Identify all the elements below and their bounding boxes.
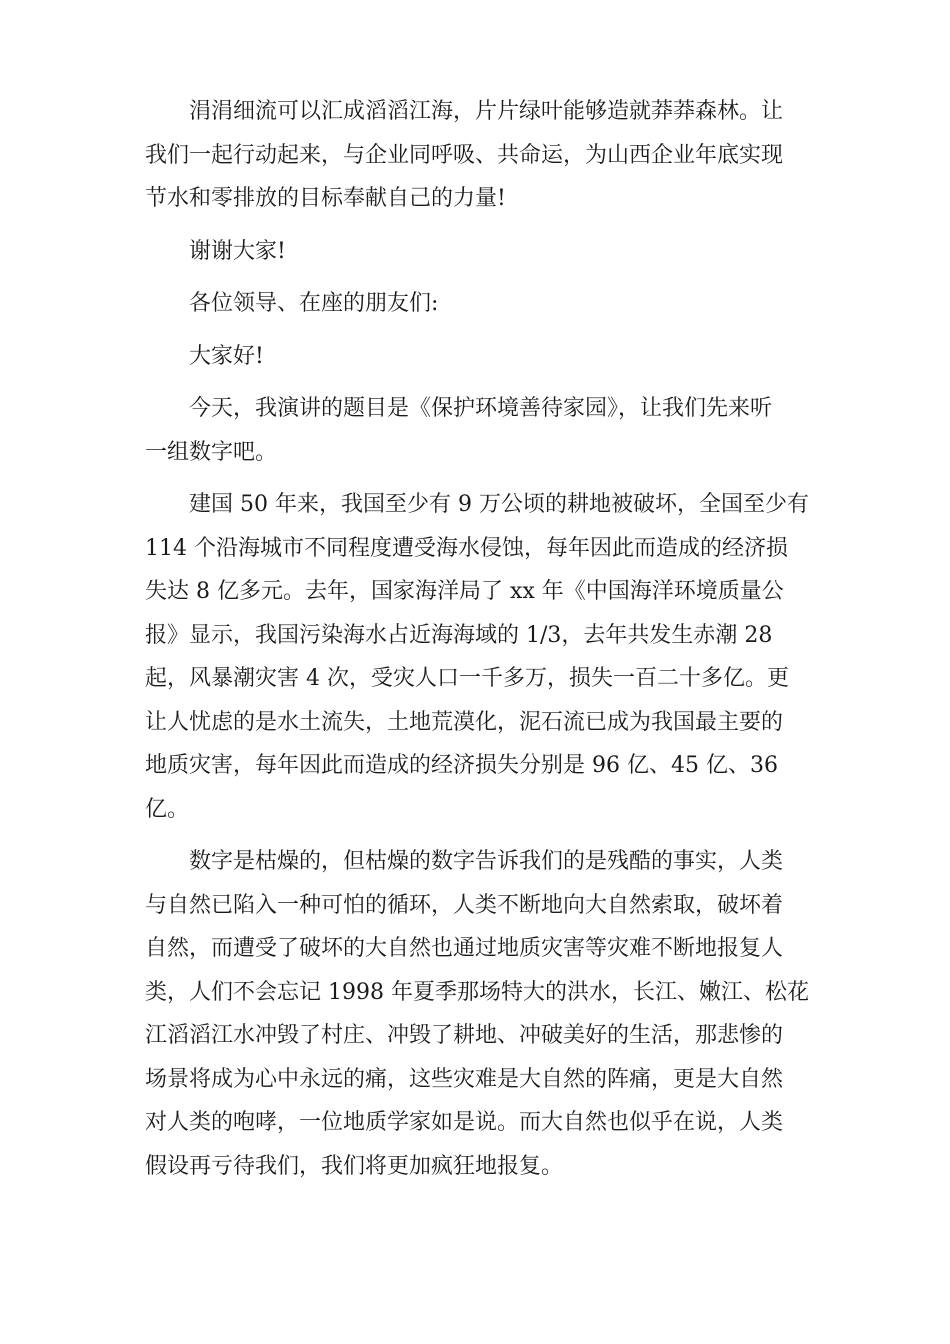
text-line: 江滔滔江水冲毁了村庄、冲毁了耕地、冲破美好的生活，那悲惨的 <box>145 1023 784 1048</box>
text-line: 我们一起行动起来，与企业同呼吸、共命运，为山西企业年底实现 <box>145 142 784 168</box>
text-line: 大家好! <box>189 343 264 369</box>
text-line: 建国 50 年来，我国至少有 9 万公顷的耕地被破坏，全国至少有 <box>189 492 809 517</box>
text-line: 谢谢大家! <box>189 238 286 264</box>
text-line: 今天，我演讲的题目是《保护环境善待家园》，让我们先来听 <box>189 396 773 421</box>
text-line: 对人类的咆哮，一位地质学家如是说。而大自然也似乎在说，人类 <box>145 1110 784 1135</box>
paragraph <box>145 335 807 379</box>
text-line: 一组数字吧。 <box>145 439 278 465</box>
text-line: 让人忧虑的是水土流失，土地荒漠化，泥石流已成为我国最主要的 <box>145 709 784 735</box>
paragraph <box>145 840 807 1188</box>
text-line: 数字是枯燥的，但枯燥的数字告诉我们的是残酷的事实，人类 <box>189 849 784 874</box>
document-body <box>145 90 807 1197</box>
paragraph <box>145 282 807 326</box>
text-line: 场景将成为心中永远的痛，这些灾难是大自然的阵痛，更是大自然 <box>145 1066 784 1092</box>
paragraph <box>145 387 807 474</box>
text-line: 类，人们不会忘记 1998 年夏季那场特大的洪水，长江、嫩江、松花 <box>145 979 809 1005</box>
paragraph <box>145 90 807 221</box>
text-line: 自然，而遭受了破坏的大自然也通过地质灾害等灾难不断地报复人 <box>145 936 784 961</box>
text-line: 涓涓细流可以汇成滔滔江海，片片绿叶能够造就莽莽森林。让 <box>189 99 784 124</box>
text-line: 地质灾害，每年因此而造成的经济损失分别是 96 亿、45 亿、36 <box>145 753 778 778</box>
text-line: 亿。 <box>145 796 190 822</box>
text-line: 各位领导、在座的朋友们: <box>189 291 439 316</box>
paragraph <box>145 230 807 274</box>
text-line: 与自然已陷入一种可怕的循环，人类不断地向大自然索取，破坏着 <box>145 892 784 918</box>
text-line: 假设再亏待我们，我们将更加疯狂地报复。 <box>145 1153 564 1179</box>
paragraph <box>145 483 807 831</box>
text-line: 起，风暴潮灾害 4 次，受灾人口一千多万，损失一百二十多亿。更 <box>145 666 789 691</box>
text-line: 报》显示，我国污染海水占近海海域的 1/3，去年共发生赤潮 28 <box>145 622 773 648</box>
text-line: 节水和零排放的目标奉献自己的力量! <box>145 186 506 211</box>
text-line: 114 个沿海城市不同程度遭受海水侵蚀，每年因此而造成的经济损 <box>145 535 788 561</box>
text-line: 失达 8 亿多元。去年，国家海洋局了 xx 年《中国海洋环境质量公 <box>145 579 784 604</box>
